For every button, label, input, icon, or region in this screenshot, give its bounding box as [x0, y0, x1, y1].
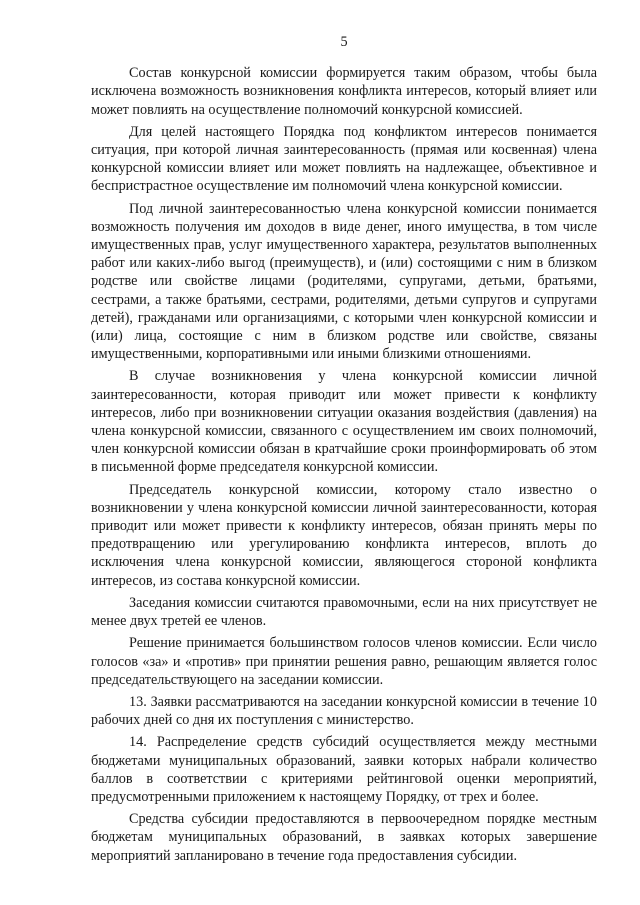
paragraph-item-14: 14. Распределение средств субсидий осуществляется между местными бюджетами муниципальных образований, заявки которых набрали количество баллов в соответствии с критериями рейтинговой оценки мероприятий, предусмотренными приложением к настоящему Порядку, от трех и более.: [91, 734, 597, 805]
paragraph-conflict-definition: Для целей настоящего Порядка под конфликтом интересов понимается ситуация, при которой личная заинтересованность (прямая или косвенная) члена конкурсной комиссии влияет или может повлиять на надлежащее, объективное и беспристрастное осуществление им полномочий члена конкурсной комиссии.: [91, 123, 597, 195]
paragraph-subsidy-priority: Средства субсидии предоставляются в первоочередном порядке местным бюджетам муниципальных образований, в заявках которых завершение мероприятий запланировано в течение года предоставления субсидии.: [91, 811, 597, 864]
paragraph-decision-voting: Решение принимается большинством голосов членов комиссии. Если число голосов «за» и «против» при принятии решения равно, решающим является голос председательствующего на заседании комиссии.: [91, 635, 597, 688]
page-number: 5: [340, 34, 348, 50]
paragraph-commission-composition: Состав конкурсной комиссии формируется таким образом, чтобы была исключена возможность возникновения конфликта интересов, который влияет или может повлиять на осуществление полномочий конкурсной комиссией.: [91, 65, 597, 118]
paragraph-personal-interest: Под личной заинтересованностью члена конкурсной комиссии понимается возможность получения им доходов в виде денег, иного имущества, в том числе имущественных прав, услуг имущественного характера, результатов выполненных работ или каких-либо выгод (преимуществ), и (или) состоящими с ним в близком родстве или свойстве лицами (родителями, супругами, детьми, братьями, сестрами, а также братьями, сестрами, родителями, детьми супругов и супругами детей), гражданами или организациями, с которыми член конкурсной комиссии и (или) лица, состоящие с ним в близком родстве или свойстве, связаны имущественными, корпоративными или иными близкими отношениями.: [91, 200, 597, 363]
document-page: [91, 33, 597, 869]
paragraph-chairman-measures: Председатель конкурсной комиссии, которому стало известно о возникновении у члена конкурсной комиссии личной заинтересованности, которая приводит или может привести к конфликту интересов, обязан принять меры по предотвращению или урегулированию конфликта интересов, вплоть до исключения члена конкурсной комиссии, являющегося стороной конфликта интересов, из состава конкурсной комиссии.: [91, 481, 597, 589]
paragraph-item-13: 13. Заявки рассматриваются на заседании конкурсной комиссии в течение 10 рабочих дней со дня их поступления с министерство.: [91, 693, 597, 729]
paragraph-quorum: Заседания комиссии считаются правомочными, если на них присутствует не менее двух третей ее членов.: [91, 594, 597, 630]
paragraph-notification-duty: В случае возникновения у члена конкурсной комиссии личной заинтересованности, которая приводит или может привести к конфликту интересов, либо при возникновении ситуации оказания воздействия (давления) на члена конкурсной комиссии, связанного с осуществлением им своих полномочий, член конкурсной комиссии обязан в кратчайшие сроки проинформировать об этом в письменной форме председателя конкурсной комиссии.: [91, 368, 597, 476]
